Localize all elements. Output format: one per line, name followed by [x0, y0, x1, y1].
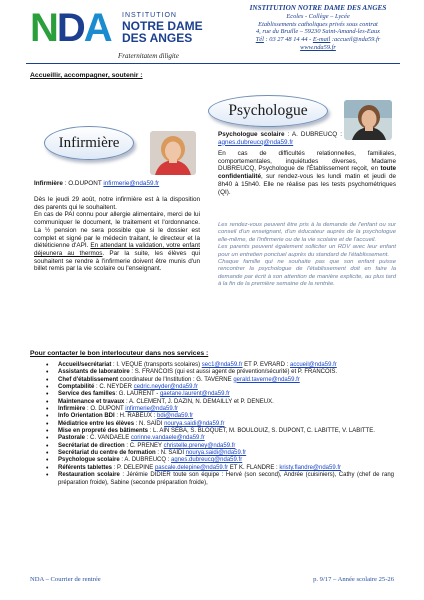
- psychologue-paragraph-1-end: , sur rendez-vous les lundi matin et jeudi de 8h40 à 15h40. Elle ne réalise pas les tests psychométriques (QI).: [218, 173, 396, 196]
- footer-right: p. 9/17 – Année scolaire 25-26: [313, 576, 394, 583]
- contact-label: Référents tablettes: [58, 464, 113, 471]
- contact-item: [46, 435, 394, 442]
- contact-label: Secrétariat du centre de formation: [58, 450, 156, 457]
- contact-text: : O. DUPONT: [85, 406, 126, 413]
- header-address: [214, 5, 422, 52]
- header-divider: [26, 63, 400, 64]
- section-title-contacts: Pour contacter le bon interlocuteur dans nos services :: [30, 350, 209, 357]
- institution-name-line1: NOTRE DAME: [122, 19, 203, 33]
- tel-number: : 03 27 48 14 44 -: [263, 36, 313, 44]
- contact-item: [46, 384, 394, 391]
- contact-text: : P. DELEPINE: [112, 464, 155, 471]
- contact-label: Chef d'établissement: [58, 376, 119, 383]
- psychologue-contact: [218, 131, 342, 146]
- contact-email-link-2[interactable]: accueil@nda59.fr: [289, 362, 337, 368]
- contact-item: [46, 428, 394, 435]
- contact-text: : G. LAURENT -: [115, 391, 160, 398]
- motto: Fraternitatem diligite: [118, 52, 179, 60]
- infirmiere-paragraph-2-end: . Par la suite, les élèves qui souhaitent se rendre à l'infirmerie doivent être munis d'un billet remis par la vie scolaire ou l'enseignant.: [34, 249, 200, 273]
- contact-label: Maintenance et travaux: [58, 398, 125, 405]
- infirmiere-email-link[interactable]: infirmerie@nda59.fr: [103, 180, 160, 187]
- infirmiere-name-label: Infirmière: [34, 180, 63, 187]
- contact-email-link[interactable]: nourya.saidi@nda59.fr: [164, 420, 225, 427]
- contact-email-link[interactable]: gerald.taverne@nda59.fr: [233, 376, 300, 383]
- contact-label: Médiatrice entre les élèves: [58, 420, 135, 427]
- contact-text: : I. VEQUE (transports scolaires): [111, 362, 202, 368]
- contact-text-2: ET K. FLANDRE :: [228, 464, 280, 471]
- contact-text: : C. NEYDER: [94, 384, 134, 391]
- contact-item: [46, 369, 394, 376]
- contact-text: : C. VANDAELE: [85, 435, 131, 442]
- contact-label: Secrétariat de direction: [58, 442, 125, 449]
- header-street: 4, rue du Bruille – 59230 Saint-Amand-les-Eaux: [255, 28, 381, 36]
- header-sub: Etablissements catholiques privés sous contrat: [258, 20, 378, 28]
- contact-text: : S. FRANCOIS (qui est aussi agent de prévention/sécurité) et P. FRANCOIS.: [129, 369, 338, 376]
- contact-label: Info Orientation BDI: [58, 413, 115, 420]
- infirmiere-paragraph-2-text: En cas de PAI connu pour allergie alimentaire, merci de lui communiquer le document, le traitement et l'ordonnance. La ½ pension ne sera possible que si le dossier est complet et signé par le médecin traitant, le directeur et la diététicienne d'API.: [34, 211, 200, 250]
- contact-email-link[interactable]: pascale.delepine@nda59.fr: [154, 464, 229, 471]
- contact-list: [46, 362, 394, 487]
- psychologue-note-2: Les parents peuvent également solliciter un RDV avec leur enfant pour un entretien ponctuel auprès du standard de l'établissement.: [218, 244, 396, 258]
- contact-email-link[interactable]: gaetane.laurent@nda59.fr: [159, 391, 230, 398]
- header-email: :accueil@nda59.fr: [330, 36, 381, 44]
- contact-text: : Jérémie DIDIER toute son équipe : Hervé (son second), Andrée (cuisiniers), Cathy (chef de rang préparation froide), Sabine (seconde préparation froide),: [58, 472, 394, 486]
- contact-email-link[interactable]: sec1@nda59.fr: [201, 362, 243, 368]
- psychologue-confidentiality: toute confidentialité: [218, 165, 396, 181]
- contact-email-link[interactable]: infirmerie@nda59.fr: [125, 406, 179, 413]
- header-levels: Ecoles - Collège – Lycée: [286, 12, 350, 20]
- header-title: INSTITUTION NOTRE DAME DES ANGES: [249, 4, 387, 12]
- contact-label: Infirmière: [58, 406, 86, 413]
- contact-label: Accueil/secrétariat: [58, 362, 112, 368]
- infirmiere-oval-label: Infirmière: [58, 134, 120, 151]
- psychologue-note-3: Chaque famille qui ne souhaite pas que son enfant puisse rencontrer la psychologue de l'établissement doit en faire la demande par écrit à son attention de manière explicite, au plus tard à la fin de la première semaine de la rentrée.: [218, 259, 396, 288]
- contact-email-link[interactable]: corinne.vandaele@nda59.fr: [130, 435, 205, 442]
- infirmiere-contact: [34, 180, 200, 188]
- contact-item: [46, 465, 394, 472]
- contact-text: : A. DUBREUCQ :: [119, 457, 172, 464]
- section-title-accueillir: Accueillir, accompagner, soutenir :: [30, 72, 143, 79]
- contact-label: Psychologue scolaire: [58, 457, 120, 464]
- contact-item: [46, 457, 394, 464]
- contact-text: : H. RABEUX :: [114, 413, 158, 420]
- infirmiere-body: [34, 196, 200, 273]
- institution-name: [122, 12, 212, 44]
- contact-text: : C. PRENEY: [124, 442, 164, 449]
- psychologue-email-link[interactable]: agnes.dubreucq@nda59.fr: [218, 138, 294, 146]
- contact-label: Mise en propreté des bâtiments: [58, 428, 149, 435]
- contact-text: : N. SAÏDI: [134, 420, 165, 427]
- psychologue-oval-label: Psychologue: [228, 102, 308, 119]
- contact-label: Restauration scolaire: [58, 472, 120, 479]
- contact-email-link[interactable]: christelle.preney@nda59.fr: [163, 442, 236, 449]
- contact-label: Comptabilité: [58, 384, 95, 391]
- contact-item: [46, 421, 394, 428]
- contact-item: [46, 406, 394, 413]
- tel-label: Tél: [255, 36, 264, 44]
- psychologue-body: [218, 150, 396, 196]
- psychologue-name-label: Psychologue scolaire: [218, 131, 285, 138]
- contact-label: Assistants de laboratoire: [58, 369, 130, 376]
- contact-label: Service des familles: [58, 391, 116, 398]
- psychologue-name: : A. DUBREUCQ :: [284, 131, 342, 138]
- infirmiere-paragraph-2: [34, 211, 200, 273]
- footer-left: NDA – Courrier de rentrée: [30, 576, 101, 583]
- email-label: E-mail: [312, 36, 331, 44]
- psychologue-oval: [208, 95, 328, 127]
- header-contact: [214, 36, 422, 44]
- contact-text: coordinateur de l'Institution : G. TAVERNE: [118, 376, 234, 383]
- psychologue-photo: [344, 100, 392, 140]
- contact-text: : L. AIN SEBA, S. BLOQUET, M. BOULOUIZ, S. DUPONT, C. LABITTE, V. LABITTE.: [148, 428, 375, 435]
- contact-label: Pastorale: [58, 435, 86, 442]
- contact-email-link[interactable]: nourya.saidi@nda59.fr: [185, 450, 247, 457]
- contact-item: [46, 399, 394, 406]
- psychologue-notes: [218, 222, 396, 289]
- infirmiere-name: : O.DUPONT: [62, 180, 104, 187]
- infirmiere-paragraph-1: Dès le jeudi 29 août, notre infirmière est à la disposition des parents qui le souhaitent.: [34, 196, 200, 211]
- contact-email-link[interactable]: agnes.dubreucq@nda59.fr: [171, 457, 243, 464]
- nda-logo: [30, 6, 208, 58]
- contact-item: [46, 450, 394, 457]
- contact-email-link-2[interactable]: kristy.flandre@nda59.fr: [279, 464, 342, 471]
- contact-email-link[interactable]: bdi@nda59.fr: [157, 413, 194, 420]
- contact-item: [46, 391, 394, 398]
- contact-item: [46, 472, 394, 487]
- psychologue-note-1: Les rendez-vous peuvent être pris à la demande de l'enfant ou sur conseil d'un enseignant, d'un éducateur auprès de la psychologue elle-même, de l'infirmerie ou de la vie scolaire et de l'accueil.: [218, 222, 396, 243]
- institution-name-line2: DES ANGES: [122, 31, 193, 45]
- contact-item: [46, 413, 394, 420]
- infirmiere-paragraph-2-underlined: En attendant la validation, votre enfant déjeunera au thermos: [34, 242, 200, 257]
- contact-item: [46, 377, 394, 384]
- psychologue-paragraph-1: En cas de difficultés relationnelles, familiales, comportementales, inquiétudes diverses, Madame DUBREUCQ, Psychologue de l'Établissement reçoit, en: [218, 150, 396, 173]
- contact-text: : N. SAÏDI: [155, 450, 186, 457]
- infirmiere-photo: [150, 131, 196, 175]
- infirmiere-oval: [44, 126, 134, 160]
- contact-item: [46, 362, 394, 369]
- contact-email-link[interactable]: cedric.neyder@nda59.fr: [133, 384, 198, 391]
- institution-sub: INSTITUTION: [122, 12, 177, 19]
- contact-text-2: ET P. EVRARD :: [242, 362, 290, 368]
- header-website-link[interactable]: www.nda59.fr: [300, 43, 336, 51]
- logo-letters: NDA: [30, 6, 111, 50]
- contact-text: : A. CLEMENT, J. DAZIN, N. DEMAILLY et P. DENEUX.: [124, 398, 274, 405]
